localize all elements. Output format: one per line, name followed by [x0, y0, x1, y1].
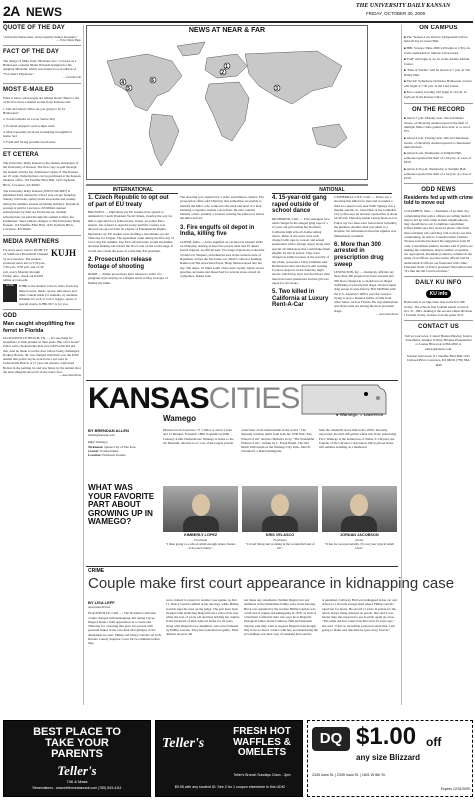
- kc-city: Wamego: [95, 440, 108, 445]
- person-name: JORDAN JACOBSON: [340, 533, 379, 537]
- daily-title: DAILY KU INFO: [415, 280, 462, 287]
- quote-text: "Adversity makes men, and prosperity makes monsters.": [3, 34, 78, 39]
- intl-h1: 1. Czech Republic to opt out of part of EU treaty: [88, 195, 169, 208]
- person-quote: "I loved living and working in the wonderful land of Oz.": [245, 542, 315, 551]
- cities-word: CITIES: [208, 382, 300, 415]
- crime-c4: is punished. Callaway Hall was kidnapped in her car and driven to a Nevada storage shed where Phillip Garrido raped her for hours. He served 11 years in prison for the attack before being released on parole. She said it was harder than she expected to see Garrido again up close. "The same old fear came back that I felt 33 years ago," she said. "I feel so incredibly protected about this. I am going to make sure this time he goes away forever.": [322, 598, 397, 632]
- oddnews-head: Residents fed up with crime told to move out: [404, 194, 473, 207]
- national-title: NATIONAL: [272, 187, 392, 194]
- list-item: 5. Farm still facing possible foreclosure: [3, 140, 56, 145]
- national-h6: 6. More than 300 arrested in prescription drug sweep: [334, 241, 384, 268]
- person-name: KRIS VELASCO: [265, 533, 295, 537]
- ad2-title: FRESH HOT WAFFLES & OMELETS: [233, 726, 291, 758]
- record-title: ON THE RECORD: [412, 106, 465, 113]
- ad1-addr: 746 & Mass: [66, 779, 88, 785]
- kc-people: [163, 486, 397, 564]
- odd-body: JACKSONVILLE BEACH, Fla. — It's one thing for shoplifters to hide plunder in their pants. But a live ferret? Police said a Jacksonville man in north Florida did just that. And he made it out the door before being challenged. Rodney Bolton, 38, was charged with theft over the $100 animal that police say he took from a pet store in Jacksonville Beach. A 17-year-old witness confronted Bolton in the parking lot and was bitten by the animal after the man allegedly shoved it in the teen's face.: [3, 335, 81, 374]
- crime-headline: Couple make first court appearance in kidnapping case: [88, 575, 455, 592]
- odd-title: ODD: [3, 312, 17, 319]
- ad1-res: Reservations - www.tellersrestaurant.com (785) 843-4111: [32, 786, 122, 791]
- right-rail: [404, 25, 473, 705]
- list-item: 4. Man reportedly involved in sleeping in neighbor's home, bed: [3, 129, 73, 139]
- svg-text:5: 5: [127, 85, 131, 92]
- list-item: 1. Out and About: What are you going to be for Halloween?: [3, 106, 66, 115]
- ad3-off: off: [426, 735, 442, 749]
- etcetera-p2: The University Daily Kansan (ISSN 0746-4967) is published daily during the school year except Saturday, Sunday, fall break, spring break and exams and weekly during the summer session excluding holidays. Periodical postage is paid in Lawrence, KS 66044. Annual subscriptions by mail are $120 plus tax. Student subscriptions are paid through the student activity fee. Postmaster: Send address changes to The University Daily Kansan, 119 Stauffer-Flint Hall, 1435 Jayhawk Blvd., Lawrence, KS 66045.: [3, 188, 81, 232]
- kc-col2: Distance from Lawrence: 71.7 miles or about 1 hour and 15 minutes. Founded: 1866. Population (2000 Census): 4,246. Destinations: Wamego is home to the Oz Museum, referred to as "one of the largest private: [163, 428, 234, 445]
- intl-b4: JAIPUR, India — A fire engulfed an oil depot in western India on Thursday, leaving at least five people dead and 25 others feared trapped, an official said. Two huge explosions rocked the oil depot in Sitapura, an industrial area in the western state of Rajasthan, before the fire broke out, district collector Kuldeep Ranka told The Associated Press. Huge flames leaped into the sky. The depot, 10 miles south of the state capital, Jaipur, stores gasoline, kerosene and diesel fuel for several state-owned oil companies, Ranka said.: [180, 239, 265, 279]
- kc-location: Northeast Kansas: [102, 453, 126, 458]
- person-quote: "It has its own personality. It's not your typical small town.": [324, 542, 395, 551]
- list-item: ■ About 6 p.m. Tuesday near 14th and Tennessee streets, a University student reported a cheerleader uniform theft.: [404, 136, 473, 149]
- national-h4: 4. 15-year-old gang raped outside of school dance: [272, 195, 327, 215]
- media-p1: For more news, turn to KUJH-TV on Sunflower Broadband Channel 31 in Lawrence. The student-produced news airs at 5:30 p.m., 7:30 p.m., 9:30 p.m. and 11:30 p.m. every Monday through Friday. Also, check out KUJH online at tv.ku.edu.: [3, 248, 48, 283]
- person-photo: [163, 486, 238, 532]
- kc-question: WHAT WAS YOUR FAVORITE PART ABOUT GROWING UP IN WAMEGO?: [88, 483, 155, 527]
- svg-text:4: 4: [121, 79, 125, 86]
- ad2-sub: Teller's Brunch Sundays 10am - 3pm: [233, 773, 291, 777]
- person-photo: [322, 486, 397, 532]
- svg-text:6: 6: [151, 77, 155, 84]
- national-b1: RICHMOND, Calif. — Five teenagers face adult charges in the alleged gang rape of a 15-year-old girl outside her Northern California high school's homecoming dance. Three of the teens were each charged with rape in concert and sexual penetration with a foreign object along with special circumstances that could make them eligible for life in prison. They were charged as adults because of the severity of the crime, prosecutor Chris Cashman said. Richmond police said they're still looking for more suspects in the Saturday night attack, which may have involved more than men have been questioned and the girl was raped for two hours.: [272, 216, 330, 285]
- quote-attrib: — Victor Marie Hugo: [56, 38, 81, 42]
- wamego-dot: [364, 392, 368, 396]
- svg-text:3: 3: [275, 85, 279, 92]
- quote-title: QUOTE OF THE DAY: [3, 25, 65, 31]
- list-item: ■ About 7 p.m. Monday near 11th and Maine streets, a University student reported the theft of multiple Mako video games and cards, at a cost of $75.: [404, 116, 473, 134]
- list-item: 3. Football stripped coach sculpts team: [3, 123, 55, 128]
- section-label: NEWS: [26, 5, 62, 19]
- contact-body: Tell us your news. Contact Brenna Hawley, Jessica Sain-Baird, Jennifer Torline, Brianne Pfannenstiel or Joanna Hlavacek at 864-4810 or editor@kansan.com.: [404, 333, 473, 351]
- intl-h3: 3. Fire engulfs oil depot in India, killing five: [180, 224, 255, 238]
- fact-attrib: — factoidz.com: [62, 76, 81, 80]
- crime-c3: not make any statements. Neither Dugard nor any members of her immediate family were in the hearing. But it was attended by the woman Phillip Garrido was convicted of raping and kidnapping in 1976, as well as a Northern California man who says he is Dugard's biological father. Katie Callaway Hall and Kenneth Slayton said they want to support Dugard even though they have no direct contact with her, and monitoring the proceedings was their way of ensuring that Garrido: [244, 598, 318, 637]
- list-item: 2. Zoloft remarks on soccer Senior Day: [3, 117, 56, 122]
- world-map-box: [86, 25, 368, 180]
- crime-c2: were ordered to return for another case update on Dec. 11. Nancy Garrido smiled at her attorney, while Phillip Garrido kept his eyes on the judge. The pair have been charged with abducting Dugard from a school bus stop when she was 11 years old and then holding her captive in the backyard of their Antioch home for 18 years along with Dugard's two daughters, who were fathered by Phillip Garrido. They have pleaded not guilty. Their defense lawyers did: [166, 598, 240, 637]
- crime-byline2: Associated Press: [88, 605, 111, 609]
- svg-text:1: 1: [225, 63, 229, 70]
- list-item: ■ Free country bowling will begin at 10 p.m. in Jaybowl in the Kansas Union.: [404, 90, 473, 99]
- ad1-brand: Teller's: [57, 763, 97, 778]
- kc-county: Pottawatomie: [100, 448, 119, 453]
- campus-title: ON CAMPUS: [419, 25, 458, 31]
- person-year: Freshman: [194, 537, 208, 542]
- crime-c1: PLACERVILLE, Calif. — The Northern California couple charged with kidnapping and raping Jaycee Dugard made a brief appearance in a courtroom Thursday for a hearing that gave two people with personal stakes in the case their first glimpse of the defendants in court. Phillip and Nancy Garrido sat in El Dorado County Superior Court for two minutes before they: [88, 611, 162, 646]
- ad3-price: $1.00: [356, 723, 417, 750]
- media-title: MEDIA PARTNERS: [3, 238, 60, 245]
- map-title: NEWS AT NEAR & FAR: [188, 27, 266, 34]
- national-attrib: — Associated Press: [375, 313, 398, 316]
- person-quote: "I miss going to a school small enough where I knew everyone's name.": [165, 542, 236, 551]
- national-h5: 5. Two killed in California at Luxury Rent-A-Car: [272, 289, 329, 309]
- person-year: Junior: [355, 537, 364, 542]
- list-item: ■ HBC Science Talks 2009 will begin at 1:30 p.m. in the auditorium in Simons Laboratories.: [404, 46, 473, 55]
- list-item: ■ The "Kansas Law Review Symposium will be held all day in Green Hall.: [404, 35, 473, 44]
- kc-byline: BY BRENDAN ALLEN: [88, 428, 129, 433]
- person-name: KIMBERLY LOPEZ: [184, 533, 218, 537]
- person-card: [242, 486, 317, 564]
- person-card: [322, 486, 397, 564]
- person-photo: [242, 486, 317, 532]
- person-card: [163, 486, 238, 564]
- tellers-ad-2[interactable]: [155, 720, 303, 797]
- campus-list: [404, 35, 473, 100]
- list-item: ■ About 9 a.m. Wednesday at Templin Hall, someone reported the theft of a bicycle, at a loss of $250.: [404, 151, 473, 164]
- dq-coupon-ad[interactable]: [307, 720, 473, 797]
- kc-subtitle: Wamego: [163, 414, 197, 423]
- kc-nickname: Queen City of The Kaw: [104, 444, 136, 449]
- list-item: ■ About 4:45 p.m. Wednesday at Templin Hall, someone reported the theft of a bicycle, at a loss of $150.: [404, 167, 473, 180]
- kjhk-logo: KJHK: [3, 284, 17, 302]
- world-map: [87, 36, 367, 176]
- emailed-title: MOST E-MAILED: [3, 86, 54, 93]
- record-list: [404, 116, 473, 180]
- ad1-title: BEST PLACE TO TAKE YOUR PARENTS: [33, 726, 121, 760]
- national-b3: LEXINGTON, Ky. — Kentucky officials say more than 300 people have been arrested and 200 more charged in a crackdown on illegal trafficking of prescription drugs. It's the largest drug sweep in state history. Bob McBride with the U.S. Attorney's Office says the sweep is trying to stop a massive influx of pills from other states, such as Florida. He says methadone and OxyContin are among the most prevalent drugs.: [334, 270, 398, 313]
- tellers-ad-1[interactable]: [3, 720, 151, 797]
- etcetera-p1: The University Daily Kansan is the student newspaper of the University of Kansas. The first copy is paid through the student activity fee. Additional copies of The Kansan are 25 cents. Subscriptions can be purchased at the Kansan business office, 119 Stauffer-Flint Hall, 1435 Jayhawk Blvd., Lawrence, KS 66045.: [3, 161, 81, 187]
- list-item: ■ TGIF will begin at 4 p.m. in the Adams Alumni Center.: [404, 57, 473, 66]
- fact-text: The design of Mike from "Monsters, Inc." is based on a Halloween costume Dhani Wolandi designed for his daughter Michelle, which was featured on an edition of "Fox Wen's Playhouse.": [3, 58, 77, 76]
- national-b2: CATHEDRAL CITY, Calif. — Police say a shooting that killed two men and wounded a third in a desert town near Palm Springs was a murder-suicide. Lt. Glen Haas of the Cathedral City police says an attacker opened fire at about 10:30 a.m. Thursday inside Luxury Rent-A-Car. Police say two men were found dead, including the gunman. Another man was taken to a hospital. No information about his injuries was immediately available.: [334, 195, 398, 238]
- left-rail: [3, 25, 81, 378]
- etcetera-title: ET CETERA: [3, 151, 39, 158]
- ad3-addr: 2345 Iowa St. | 2345 Iowa St. | 1601 W 6th St.: [312, 773, 386, 777]
- crime-label: CRIME: [88, 568, 105, 574]
- section-number: 2A: [3, 3, 20, 19]
- lawrence-dot: [376, 396, 380, 400]
- intl-b2: ROME — Italian prosecutors have released a video of a gangland-style slaying on a Naples street in May in hopes of finding the killer.: [88, 272, 168, 285]
- dq-logo: DQ: [312, 727, 350, 751]
- paper-name: THE UNIVERSITY DAILY KANSAN: [356, 3, 451, 9]
- odd-headline: Man caught shoplifting free ferret in Florida: [3, 321, 75, 334]
- ad2-brand: Teller's: [162, 736, 205, 751]
- kc-col3: collections of Oz memorabilia in the world." The museum contains items from both the 1939 film "The Wizard of Oz" and the children's story, "The Wonderful Wizard of Oz," written by L. Frank Baum. The Old Dutch Mill stands as the Wamego City Park, John B. Schonhoff, a Dutch immigrant,: [241, 428, 315, 454]
- kansas-cities-title: [88, 384, 299, 414]
- list-item: ■ The KU Symphony Orchestra Halloween concert will begin at 7:30 p.m. in the Lied Center.: [404, 79, 473, 88]
- kansas-word: KANSAS: [88, 382, 209, 415]
- svg-text:2: 2: [221, 69, 225, 76]
- intl-h2: 2. Prosecution release footage of shooting: [88, 257, 152, 270]
- media-p2: KJHK is the student voice in radio. Each day there is news, music, sports, talk shows and other content made for students, by students. Whether it's rock 'n' roll or reggae, sports or special events, KJHK 90.7 is for you.: [19, 284, 79, 306]
- issue-date: FRIDAY, OCTOBER 30, 2009: [366, 11, 426, 16]
- oddnews-title: ODD NEWS: [421, 187, 456, 194]
- kansas-locator-map: [300, 382, 396, 416]
- kc-col4: built the windmill, stone mill in the 1870s. Recently renovated, the mill still grinds wheat into flour. Interesting Fact: Wamego is the hometown of Walter P. Chrysler, the founder of the Chrysler Corporation. His boyhood home still remains standing as a memorial.: [319, 428, 397, 450]
- kc-byline-email: ballen@kansan.com: [88, 433, 115, 437]
- emailed-list: [3, 107, 81, 145]
- oddnews-body: COLUMBUS, Ohio — Residents of an Ohio city complaining that police officers are telling them if they're fed up with crime in their neighborhoods they should move out. Columbus councilman Jeffrey Mims says he's received phone calls from three residents who said they told to move out after complaining. At aide to Councilwoman Charleta Tavares said she has heard the suggestion from 20 calls. Councilman Andrew Ginther said if police are making the comments, they're neither acceptable nor appropriate. Residents pointed to Ginther in the name of an officer. A police union official said he understands if officers are frustrated with crime. Fraternal Order of Police president Jim Gilbert said "It's like the OK Corral out there.": [404, 209, 473, 274]
- fact-title: FACT OF THE DAY: [3, 49, 60, 56]
- kujh-logo: KUJH: [51, 248, 77, 259]
- intl-b3: The shooting was captured by a video surveillance camera. The prosecution office said Thursday that authorities are unable to identify the killer, who walks into the back and head of a man smoking a cigarette outside a storefront. He also couldn't identify a man, possibly a lookout, leaning the same post before the killer arrived.: [180, 195, 265, 221]
- intl-title: INTERNATIONAL: [88, 187, 178, 194]
- contact-addr: Kansan newsroom 111 Stauffer-Flint Hall 1435 Jayhawk Blvd. Lawrence, KS 66045 (785) 864-4810: [406, 353, 471, 367]
- ad3-exp: Expires 12/31/2009: [440, 787, 470, 791]
- crime-byline: BY LISA LEFF: [88, 600, 115, 605]
- ad3-sub: any size Blizzard: [356, 753, 421, 762]
- emailed-intro: Want to know what people are talking about? Here's a list of the five most e-mailed stories from Kansan.com:: [3, 96, 79, 105]
- intl-b1: BRUSSELS — Diplomats say EU leaders have agreed to demands by Czech President Vaclav Klaus, clearing the way for him to sign the bloc's stalled treaty. Klaus, an ardent Euro-skeptic, has refused to sign the treaty until his country was allowed an opt-out from its Charter of Fundamental Rights. Diplomats say EU leaders were drafting a last-minute opt-out Thursday for Prague. The agreement came during the first day of a two-day EU summit. The EU's reform treaty would streamline decision making and bolster the bloc's role on the world stage. It would also create the posts of a full-time EU president.: [88, 210, 174, 253]
- masthead-rule: [3, 21, 473, 23]
- list-item: ■ "Man of Warble" will be shown at 7 p.m. in 518 Bailey Hall.: [404, 68, 473, 77]
- ad2-deal: $9.95 with any student ID. See 2 for 1 coupon elsewhere in this UDK!: [174, 785, 286, 789]
- daily-body: Halloween is an important date in the KU-MU rivalry. The schools first football match occurred Oct. 31, 1891, making it the second-oldest Division I football rivalry. Kansas won the game 22-8.: [404, 300, 473, 318]
- person-year: Freshman: [273, 537, 287, 542]
- kc-legend: ● Wamego ● Lawrence: [336, 412, 384, 417]
- odd-attrib: — Associated Press: [58, 374, 81, 378]
- kuinfo-logo: KU info: [426, 290, 452, 298]
- contact-title: CONTACT US: [418, 324, 459, 331]
